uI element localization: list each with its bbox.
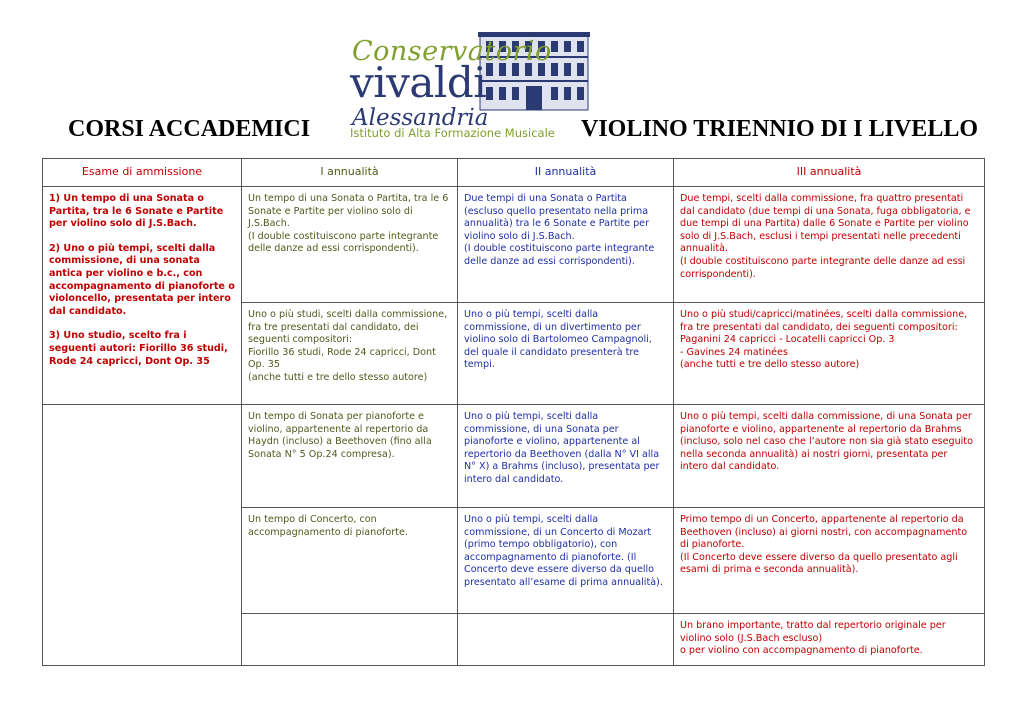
logo-subtitle: Istituto di Alta Formazione Musicale: [350, 126, 555, 140]
table-row: [43, 405, 985, 508]
page-title-right: VIOLINO TRIENNIO DI I LIVELLO: [581, 116, 978, 142]
year-3-cell: Un brano importante, tratto dal repertorio originale per violino solo (J.S.Bach escluso) o per violino con accompagnamento di pianoforte.: [674, 614, 985, 666]
header-year-3: III annualità: [674, 159, 985, 187]
year-3-cell: Primo tempo di un Concerto, appartenente al repertorio da Beethoven (incluso) ai giorni nostri, con accompagnamento di pianoforte. (Il Concerto deve essere diverso da quello presentato agli esami di prima e seconda annualità).: [674, 508, 985, 614]
year-2-cell: Uno o più tempi, scelti dalla commissione, di un divertimento per violino solo di Bartolomeo Campagnoli, del quale il candidato presenterà tre tempi.: [458, 303, 674, 405]
logo-city: Alessandria: [352, 105, 489, 131]
year-3-cell: Uno o più tempi, scelti dalla commissione, di una Sonata per pianoforte e violino, appartenente al repertorio da Brahms (incluso, solo nel caso che l’autore non sia già stato eseguito nella seconda annualità) ai nostri giorni, presentata per intero dal candidato.: [674, 405, 985, 508]
year-2-cell: Due tempi di una Sonata o Partita (escluso quello presentato nella prima annualità) tra le 6 Sonate e Partite per violino solo di J.S.Bach. (I double costituiscono parte integrante delle danze ad essi corrispondenti).: [458, 187, 674, 303]
year-3-cell: Uno o più studi/capricci/matinées, scelti dalla commissione, fra tre presentati dal candidato, dei seguenti compositori: Paganini 24 capricci - Locatelli capricci Op. 3 - Gavines 24 matinées (anche tutti e tre dello stesso autore): [674, 303, 985, 405]
year-2-cell: Uno o più tempi, scelti dalla commissione, di una Sonata per pianoforte e violino, appartenente al repertorio da Beethoven (dalla N° VI alla N° X) a Brahms (incluso), presentata per intero dal candidato.: [458, 405, 674, 508]
course-table: [42, 158, 985, 666]
header-year-2: II annualità: [458, 159, 674, 187]
admission-cell: [43, 187, 242, 405]
page-title-left: CORSI ACCADEMICI: [68, 116, 311, 142]
admission-item: 2) Uno o più tempi, scelti dalla commissione, di una sonata antica per violino e b.c., con accompagnamento di pianoforte o violoncello, presentata per intero dal candidato.: [49, 242, 235, 317]
table-row: [43, 187, 985, 303]
header-year-1: I annualità: [242, 159, 458, 187]
year-1-cell: Un tempo di Concerto, con accompagnamento di pianoforte.: [242, 508, 458, 614]
logo-script-text: Conservatorio: [352, 36, 552, 67]
table-header-row: [43, 159, 985, 187]
year-1-cell: Un tempo di Sonata per pianoforte e violino, appartenente al repertorio da Haydn (incluso) a Beethoven (fino alla Sonata N° 5 Op.24 compresa).: [242, 405, 458, 508]
admission-item: 3) Uno studio, scelto fra i seguenti autori: Fiorillo 36 studi, Rode 24 capricci, Dont Op. 35: [49, 330, 228, 367]
year-2-cell: Uno o più tempi, scelti dalla commissione, di un Concerto di Mozart (primo tempo obbligatorio), con accompagnamento di pianoforte. (Il Concerto deve essere diverso da quello presentato all’esame di prima annualità).: [458, 508, 674, 614]
logo-name: vivaldi: [350, 58, 487, 107]
year-2-cell: [458, 614, 674, 666]
admission-empty-cell: [43, 405, 242, 666]
year-1-cell: Uno o più studi, scelti dalla commissione, fra tre presentati dal candidato, dei seguenti compositori: Fiorillo 36 studi, Rode 24 capricci, Dont Op. 35 (anche tutti e tre dello stesso autore): [242, 303, 458, 405]
admission-item: 1) Un tempo di una Sonata o Partita, tra le 6 Sonate e Partite per violino solo di J.S.Bach.: [49, 193, 224, 230]
header-admission: Esame di ammissione: [43, 159, 242, 187]
conservatorio-logo: [350, 18, 590, 142]
year-1-cell: Un tempo di una Sonata o Partita, tra le 6 Sonate e Partite per violino solo di J.S.Bach. (I double costituiscono parte integrante delle danze ad essi corrispondenti).: [242, 187, 458, 303]
year-1-cell: [242, 614, 458, 666]
year-3-cell: Due tempi, scelti dalla commissione, fra quattro presentati dal candidato (due tempi di una Sonata, fuga obbligatoria, e due tempi di una Partita) dalle 6 Sonate e Partite per violino solo di J.S.Bach, esclusi i tempi presentati nelle precedenti annualità. (I double costituiscono parte integrante delle danze ad essi corrispondenti).: [674, 187, 985, 303]
